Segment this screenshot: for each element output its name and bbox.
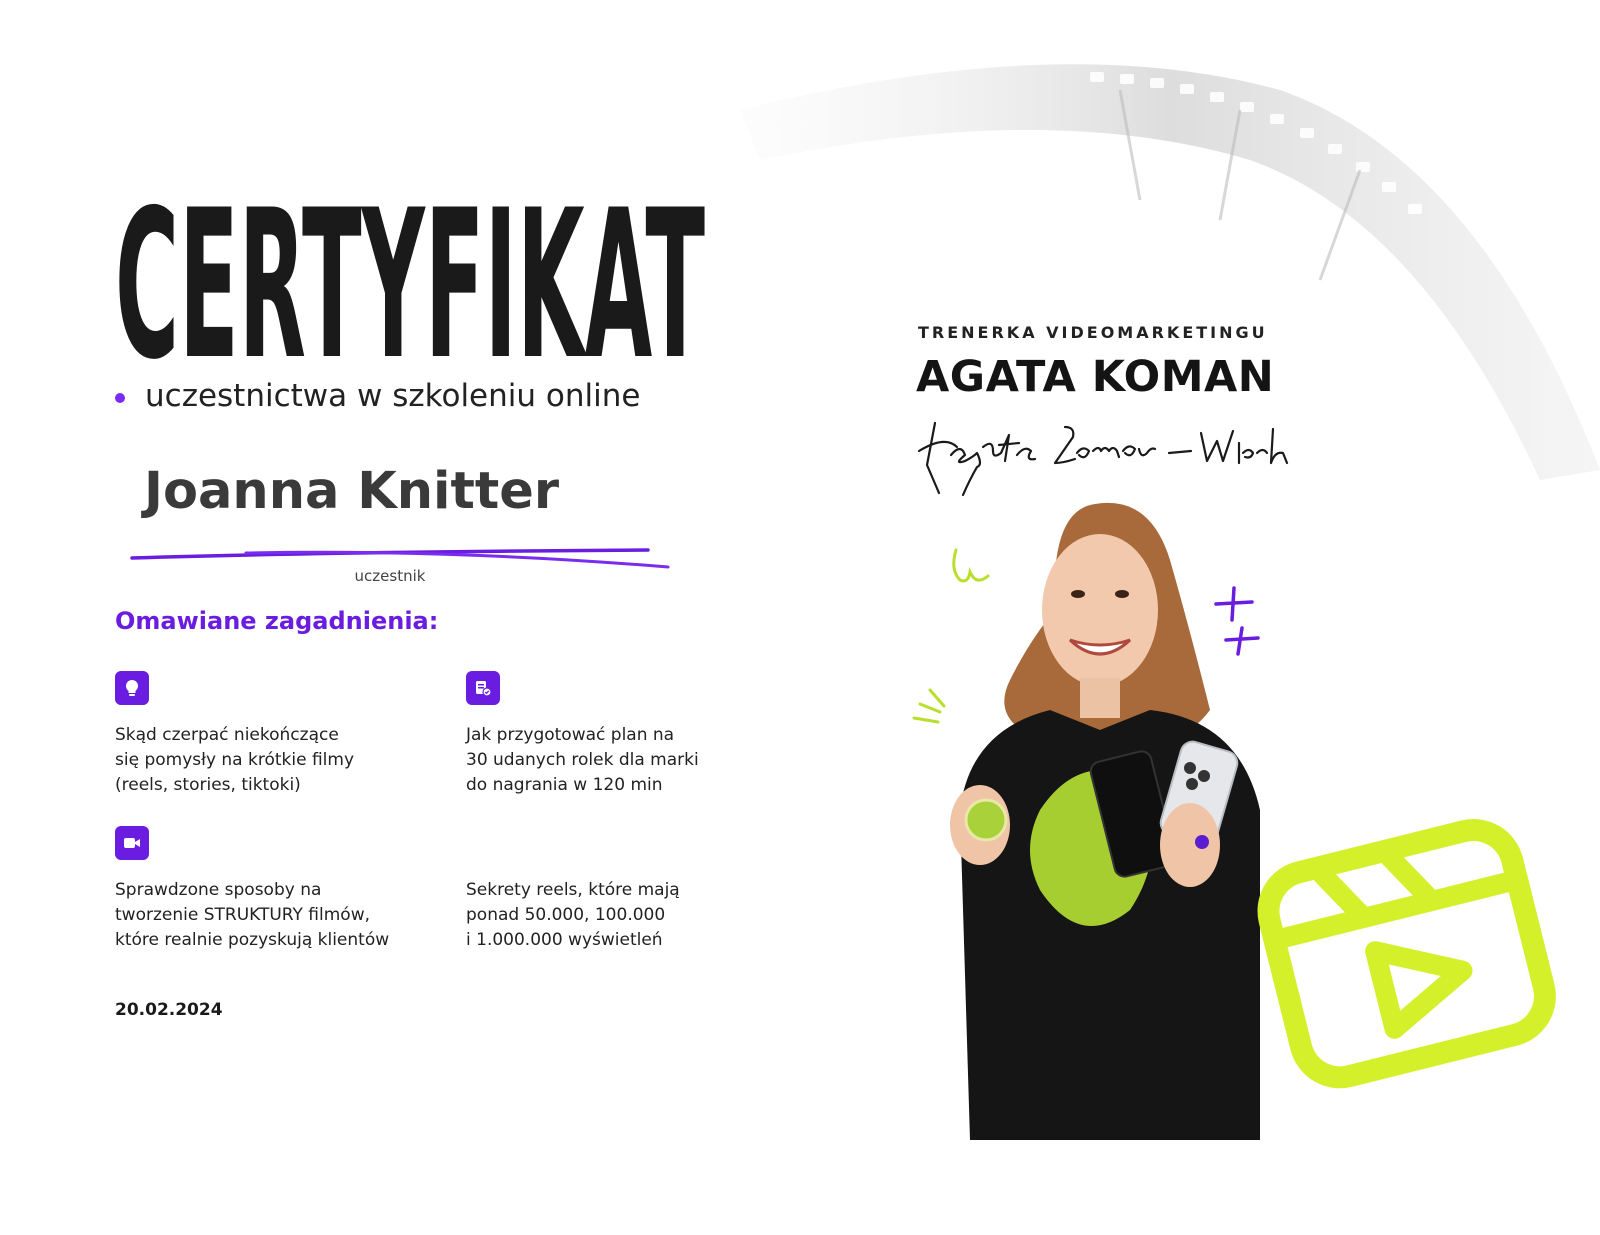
certificate-title-text: CERTYFIKAT <box>115 188 705 368</box>
participant-role-label: uczestnik <box>354 567 426 585</box>
certificate-subtitle: uczestnictwa w szkoleniu online <box>145 378 641 414</box>
subtitle-row <box>115 378 640 414</box>
video-camera-icon <box>115 826 149 860</box>
topic-item <box>466 878 776 953</box>
topic-text: Skąd czerpać niekończące się pomysły na krótkie filmy (reels, stories, tiktoki) <box>115 725 355 795</box>
trainer-name: AGATA KOMAN <box>916 352 1275 402</box>
bullet-dot-icon <box>115 393 125 403</box>
topic-item <box>115 671 425 798</box>
trainer-portrait-photo <box>880 490 1560 1150</box>
topic-text: Sprawdzone sposoby na tworzenie STRUKTURY filmów, które realnie pozyskują klientów <box>115 880 390 950</box>
participant-name: Joanna Knitter <box>144 462 560 521</box>
topic-text: Jak przygotować plan na 30 udanych rolek dla marki do nagrania w 120 min <box>466 725 699 795</box>
topics-heading: Omawiane zagadnienia: <box>115 607 439 635</box>
topic-item <box>115 826 425 953</box>
topic-item <box>466 671 776 798</box>
document-check-icon <box>466 671 500 705</box>
handwritten-signature <box>905 405 1305 500</box>
trainer-label: TRENERKA VIDEOMARKETINGU <box>918 323 1268 342</box>
topic-text: Sekrety reels, które mają ponad 50.000, 100.000 i 1.000.000 wyświetleń <box>466 880 680 950</box>
certificate-date: 20.02.2024 <box>115 1000 223 1020</box>
certificate-title <box>115 188 715 368</box>
lightbulb-icon <box>115 671 149 705</box>
